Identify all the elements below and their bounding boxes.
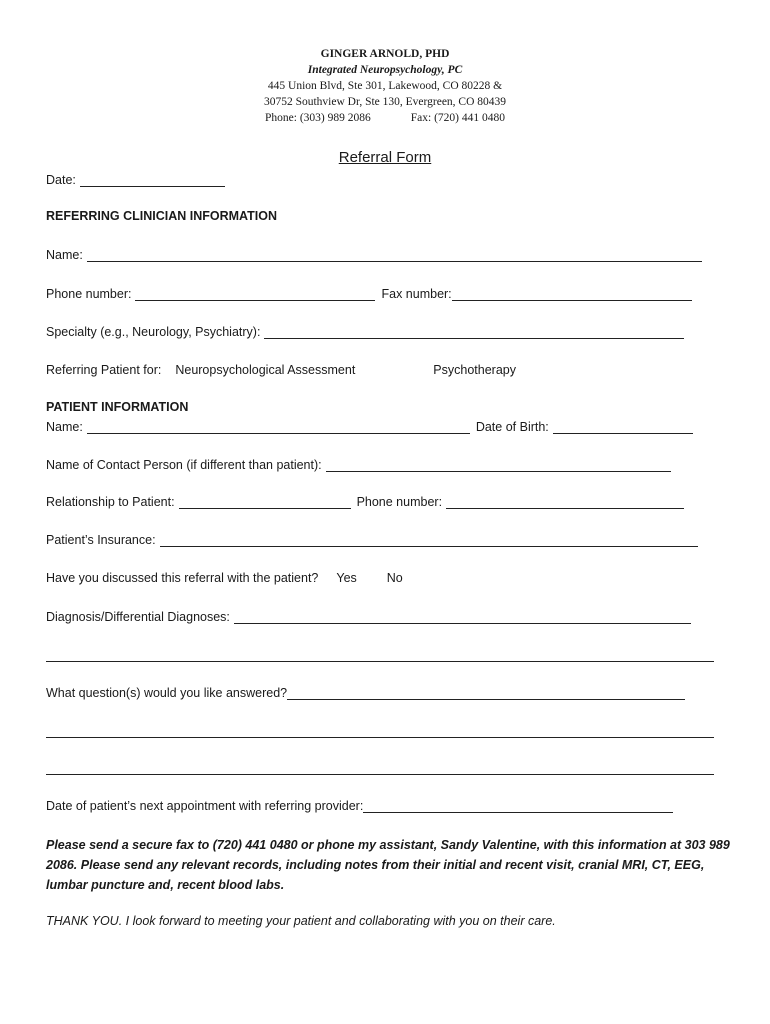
insurance-field[interactable]: [160, 532, 698, 547]
fax-instructions: Please send a secure fax to (720) 441 0480 or phone my assistant, Sandy Valentine, with this information at 303 989 2086. Please send any relevant records, including notes from their initial and recent visit, cranial MRI, CT, EEG, lumbar puncture and, recent blood labs.: [46, 838, 730, 892]
relationship-label: Relationship to Patient:: [46, 495, 175, 509]
questions-line-3[interactable]: [46, 774, 714, 775]
letterhead: [0, 46, 770, 126]
option-no[interactable]: No: [386, 571, 403, 585]
dob-field[interactable]: [553, 419, 693, 434]
questions-label: What question(s) would you like answered?: [46, 686, 288, 700]
insurance-row: [46, 532, 698, 547]
referring-name-row: [46, 247, 702, 262]
referring-phone-label: Phone number:: [46, 287, 132, 301]
diagnosis-label: Diagnosis/Differential Diagnoses:: [46, 610, 230, 624]
contact-row: [0, 110, 770, 126]
patient-heading: PATIENT INFORMATION: [46, 400, 189, 414]
next-appointment-row: [46, 798, 673, 813]
next-appointment-field[interactable]: [363, 798, 673, 813]
specialty-row: [46, 324, 684, 339]
referring-name-label: Name:: [46, 248, 83, 262]
referring-phone-fax-row: [46, 286, 692, 301]
contact-person-field[interactable]: [326, 457, 671, 472]
referring-name-field[interactable]: [87, 247, 702, 262]
patient-name-field[interactable]: [87, 419, 470, 434]
option-yes[interactable]: Yes: [336, 571, 357, 585]
questions-line-2[interactable]: [46, 737, 714, 738]
patient-name-row: [46, 419, 693, 434]
insurance-label: Patient’s Insurance:: [46, 533, 156, 547]
address-line-2: 30752 Southview Dr, Ste 130, Evergreen, CO 80439: [263, 96, 507, 108]
referring-for-row: [46, 363, 516, 377]
date-field[interactable]: [80, 172, 225, 187]
header-phone: Phone: (303) 989 2086: [265, 112, 371, 124]
option-assessment[interactable]: Neuropsychological Assessment: [175, 363, 356, 377]
diagnosis-line-2[interactable]: [46, 661, 714, 662]
dob-label: Date of Birth:: [475, 420, 549, 434]
discussed-row: [46, 571, 403, 585]
referring-heading: REFERRING CLINICIAN INFORMATION: [46, 209, 278, 223]
relationship-row: [46, 494, 684, 509]
questions-field[interactable]: [287, 685, 685, 700]
date-label: Date:: [46, 173, 76, 187]
relationship-field[interactable]: [179, 494, 351, 509]
questions-row: [46, 685, 685, 700]
clinician-name: GINGER ARNOLD, PHD: [320, 48, 450, 60]
patient-phone-field[interactable]: [446, 494, 684, 509]
specialty-label: Specialty (e.g., Neurology, Psychiatry):: [46, 325, 261, 339]
patient-name-label: Name:: [46, 420, 83, 434]
referring-fax-label: Fax number:: [381, 287, 452, 301]
next-appointment-label: Date of patient’s next appointment with referring provider:: [46, 799, 364, 813]
contact-person-row: [46, 457, 671, 472]
form-title: Referral Form: [338, 149, 432, 166]
referring-fax-field[interactable]: [452, 286, 692, 301]
date-row: [46, 172, 225, 187]
diagnosis-field[interactable]: [234, 609, 691, 624]
referring-phone-field[interactable]: [135, 286, 375, 301]
diagnosis-row: [46, 609, 691, 624]
patient-phone-label: Phone number:: [356, 495, 443, 509]
address-line-1: 445 Union Blvd, Ste 301, Lakewood, CO 80228 &: [267, 80, 503, 92]
discussed-label: Have you discussed this referral with the patient?: [46, 571, 319, 585]
specialty-field[interactable]: [264, 324, 684, 339]
contact-person-label: Name of Contact Person (if different than patient):: [46, 458, 322, 472]
option-psychotherapy[interactable]: Psychotherapy: [433, 363, 516, 377]
practice-name: Integrated Neuropsychology, PC: [307, 64, 463, 76]
referring-for-label: Referring Patient for:: [46, 363, 162, 377]
thank-you-note: THANK YOU. I look forward to meeting your patient and collaborating with you on their care.: [46, 914, 556, 928]
header-fax: Fax: (720) 441 0480: [410, 112, 505, 124]
